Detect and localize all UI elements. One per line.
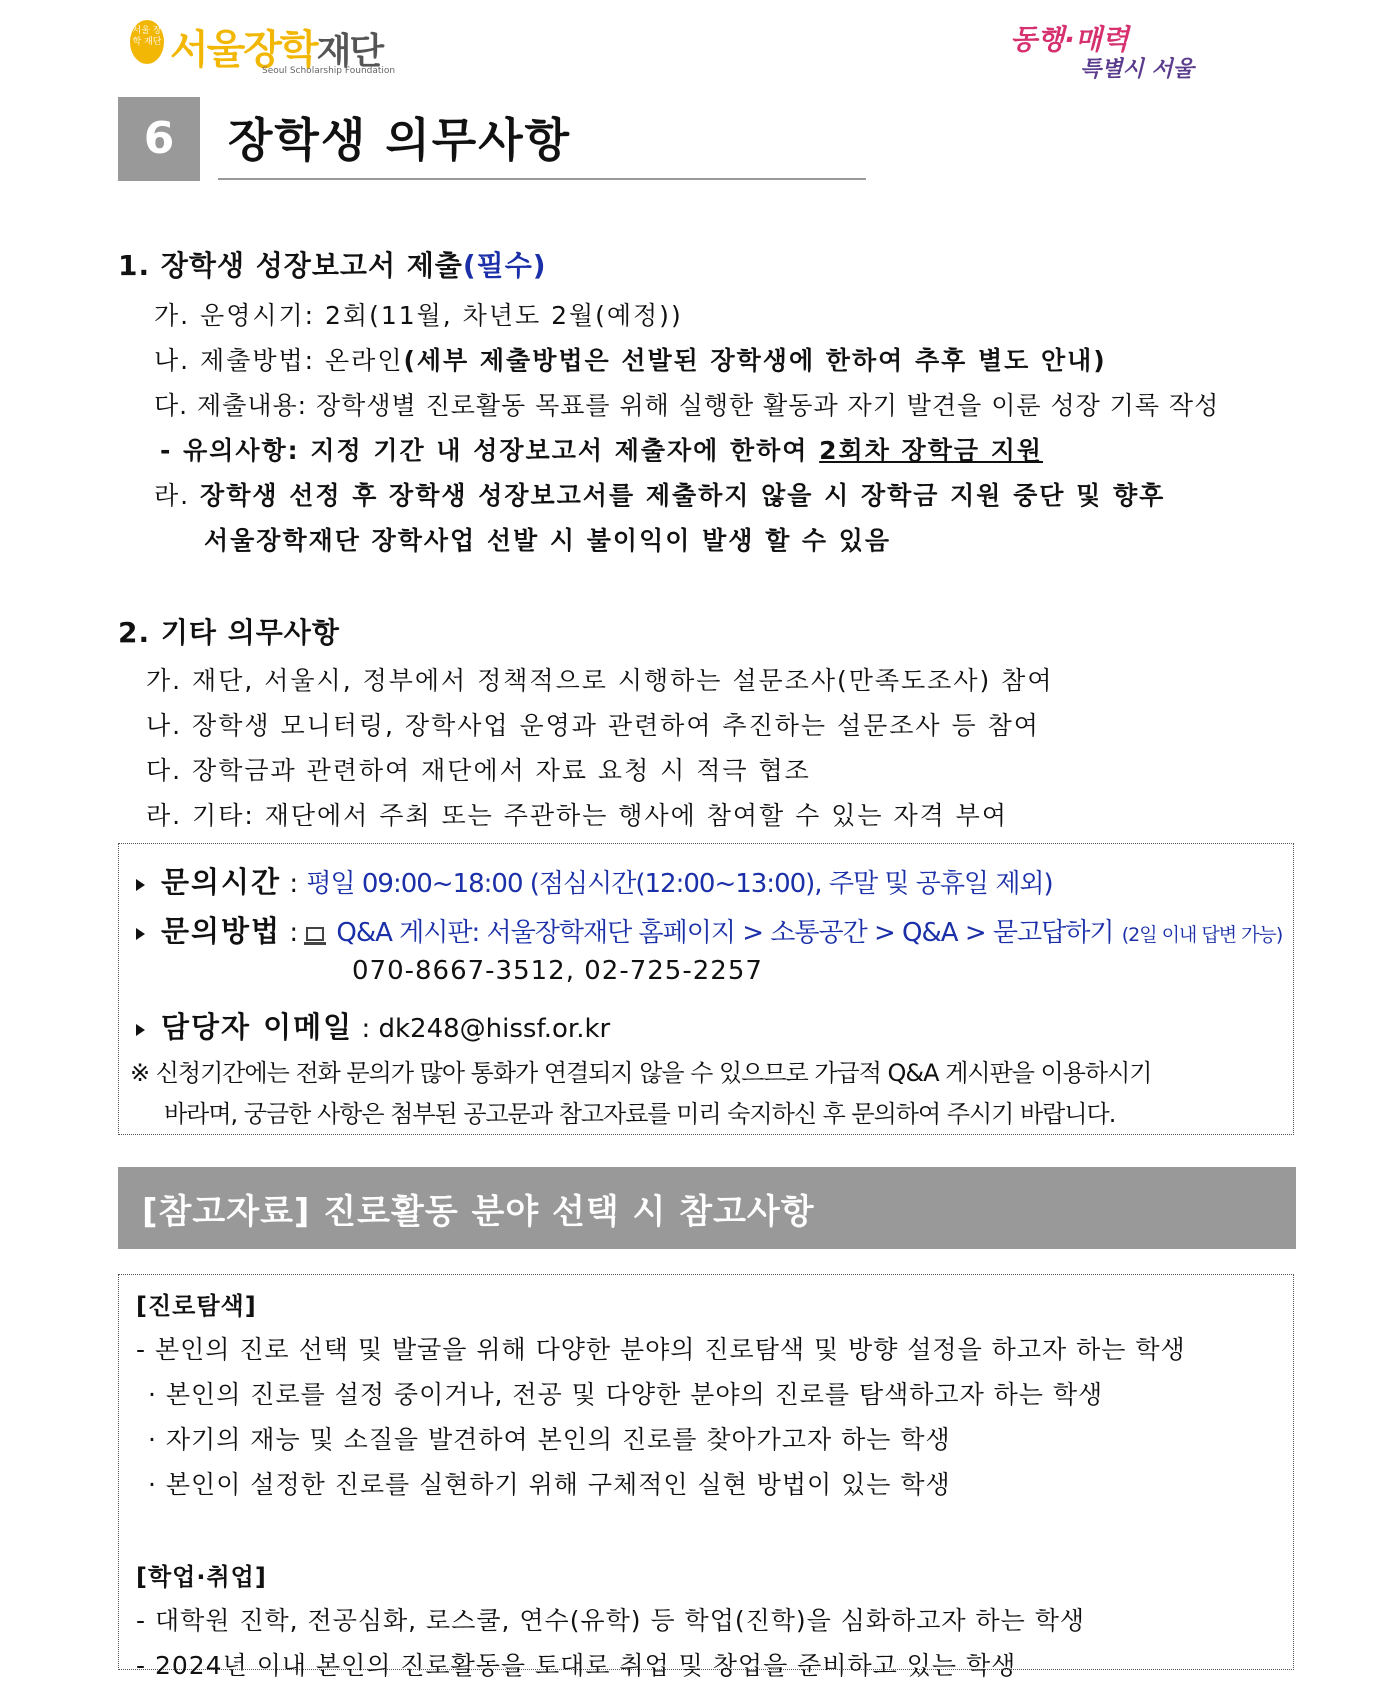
part2-heading: 2. 기타 의무사항 bbox=[118, 616, 340, 649]
bullet-triangle-icon bbox=[136, 928, 145, 940]
email-address[interactable]: dk248@hissf.or.kr bbox=[378, 1014, 611, 1044]
explore-heading: [진로탐색] bbox=[136, 1292, 257, 1320]
part2-item-da: 다. 장학금과 관련하여 재단에서 자료 요청 시 적극 협조 bbox=[146, 756, 811, 785]
part1-heading: 1. 장학생 성장보고서 제출(필수) bbox=[118, 249, 547, 282]
study-item: - 대학원 진학, 전공심화, 로스쿨, 연수(유학) 등 학업(진학)을 심화하고자 하는 학생 bbox=[136, 1606, 1085, 1635]
section-number: 6 bbox=[118, 97, 200, 181]
city-slogan-line1: 동행·매력 bbox=[1010, 23, 1129, 56]
part1-item-na: 나. 제출방법: 온라인(세부 제출방법은 선발된 장학생에 한하여 추후 별도 안내) bbox=[154, 346, 1107, 375]
study-item: - 2024년 이내 본인의 진로활동을 토대로 취업 및 창업을 준비하고 있는 학생 bbox=[136, 1651, 1017, 1680]
section-title: 장학생 의무사항 bbox=[228, 113, 572, 167]
section-title-underline bbox=[218, 178, 866, 180]
reference-title: [참고자료] 진로활동 분야 선택 시 참고사항 bbox=[142, 1192, 815, 1232]
part1-item-ra-cont: 서울장학재단 장학사업 선발 시 불이익이 발생 할 수 있음 bbox=[204, 526, 892, 555]
part2-item-ga: 가. 재단, 서울시, 정부에서 정책적으로 시행하는 설문조사(만족도조사) 참여 bbox=[146, 666, 1054, 695]
computer-icon bbox=[306, 927, 324, 941]
part2-item-ra: 라. 기타: 재단에서 주최 또는 주관하는 행사에 참여할 수 있는 자격 부여 bbox=[146, 801, 1008, 830]
part1-item-ra: 라. 장학생 선정 후 장학생 성장보고서를 제출하지 않을 시 장학금 지원 중단 및 향후 bbox=[154, 481, 1166, 510]
explore-item: · 본인의 진로를 설정 중이거나, 전공 및 다양한 분야의 진로를 탐색하고자 하는 학생 bbox=[148, 1380, 1104, 1409]
city-slogan-line2: 특별시 서울 bbox=[1080, 57, 1194, 82]
seoul-city-logo bbox=[1010, 18, 1194, 82]
logo-name: 서울장학재단 bbox=[170, 27, 383, 73]
contact-method: 문의방법 : Q&A 게시판: 서울장학재단 홈페이지 > 소통공간 > Q&A > 묻고답하기 (2일 이내 답변 가능) bbox=[136, 909, 1282, 950]
contact-note-line1: ※ 신청기간에는 전화 문의가 많아 통화가 연결되지 않을 수 있으므로 가급적 Q&A 게시판을 이용하시기 bbox=[130, 1059, 1152, 1087]
contact-hours: 문의시간 : 평일 09:00~18:00 (점심시간(12:00~13:00), 주말 및 공휴일 제외) bbox=[136, 860, 1053, 901]
bullet-triangle-icon bbox=[136, 879, 145, 891]
part2-item-na: 나. 장학생 모니터링, 장학사업 운영과 관련하여 추진하는 설문조사 등 참여 bbox=[146, 711, 1040, 740]
explore-item: · 자기의 재능 및 소질을 발견하여 본인의 진로를 찾아가고자 하는 학생 bbox=[148, 1425, 951, 1454]
study-heading: [학업·취업] bbox=[136, 1563, 267, 1591]
seoul-scholarship-logo bbox=[130, 18, 410, 80]
contact-phone: 070-8667-3512, 02-725-2257 bbox=[352, 956, 763, 986]
explore-item: - 본인의 진로 선택 및 발굴을 위해 다양한 분야의 진로탐색 및 방향 설정을 하고자 하는 학생 bbox=[136, 1335, 1186, 1364]
qna-board-link[interactable]: Q&A 게시판: 서울장학재단 홈페이지 > 소통공간 > Q&A > 묻고답하기 bbox=[336, 918, 1114, 948]
logo-badge: 서울 장학 재단 bbox=[130, 20, 164, 64]
explore-item: · 본인이 설정한 진로를 실현하기 위해 구체적인 실현 방법이 있는 학생 bbox=[148, 1470, 951, 1499]
required-note: (필수) bbox=[462, 249, 547, 282]
part1-item-ga: 가. 운영시기: 2회(11월, 차년도 2월(예정)) bbox=[154, 301, 683, 330]
logo-subtitle: Seoul Scholarship Foundation bbox=[262, 66, 396, 76]
contact-email: 담당자 이메일 : dk248@hissf.or.kr bbox=[136, 1005, 610, 1046]
contact-note-line2: 바라며, 궁금한 사항은 첨부된 공고문과 참고자료를 미리 숙지하신 후 문의하여 주시기 바랍니다. bbox=[164, 1100, 1116, 1128]
caution-underline: 2회차 장학금 지원 bbox=[819, 436, 1044, 465]
bullet-triangle-icon bbox=[136, 1024, 145, 1036]
part1-caution: - 유의사항: 지정 기간 내 성장보고서 제출자에 한하여 2회차 장학금 지원 bbox=[160, 436, 1044, 465]
part1-item-da: 다. 제출내용: 장학생별 진로활동 목표를 위해 실행한 활동과 자기 발견을 이룬 성장 기록 작성 bbox=[154, 391, 1220, 420]
